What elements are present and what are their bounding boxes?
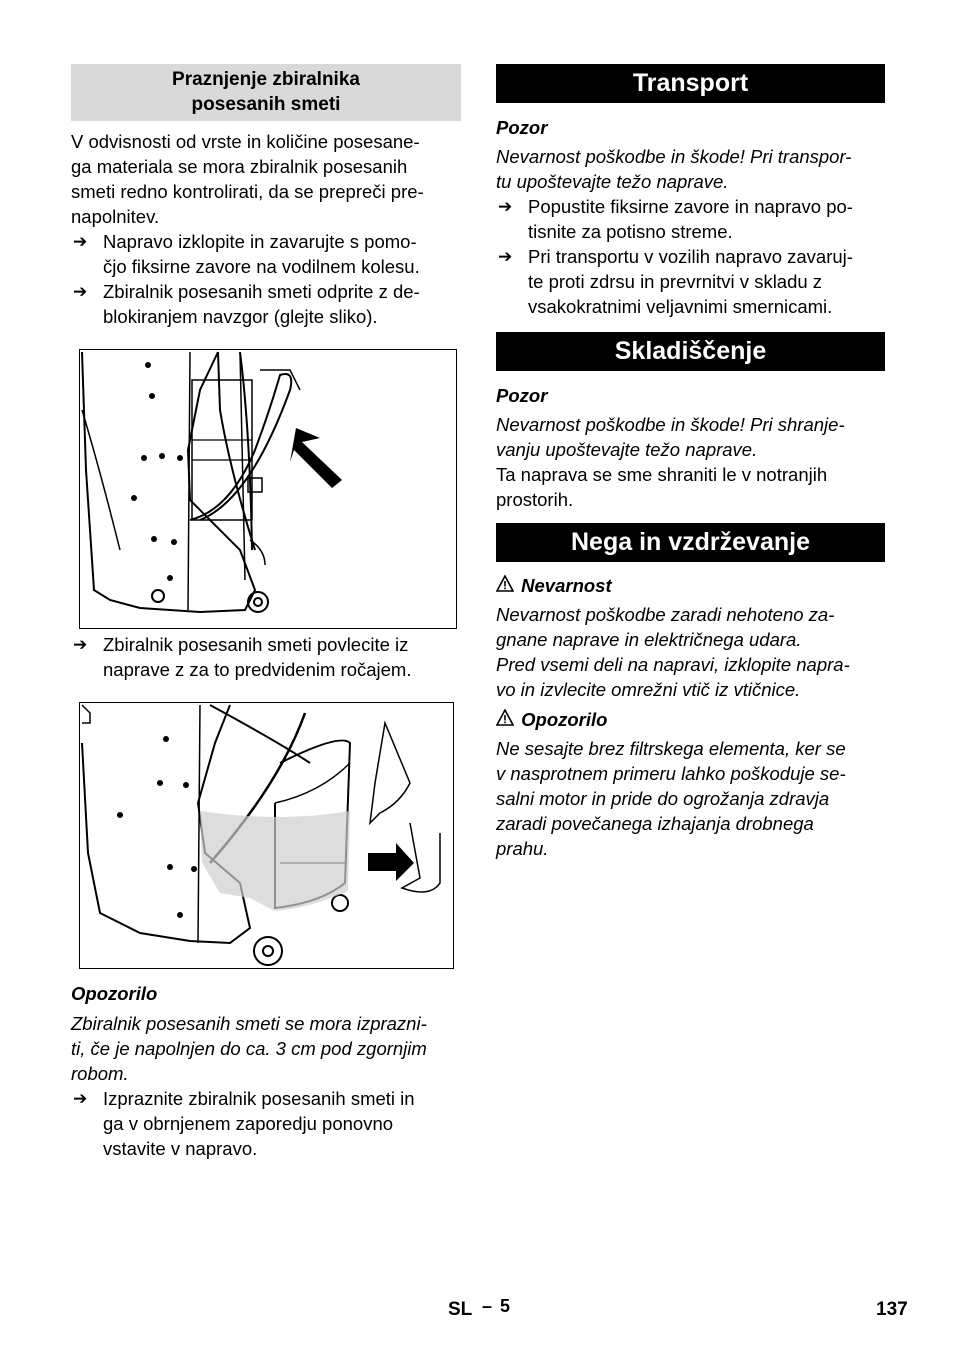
- text-line: v nasprotnem primeru lahko poškoduje se-: [496, 763, 846, 784]
- arrow-right-icon: ➔: [73, 1089, 88, 1108]
- step-item: [496, 244, 885, 319]
- text-line: Napravo izklopite in zavarujte s pomo-: [103, 231, 417, 252]
- intro-paragraph: [71, 129, 461, 229]
- left-column: [71, 64, 461, 1161]
- text-line: Pri transportu v vozilih napravo zavaruj-: [528, 246, 853, 267]
- heading-transport: Transport: [496, 64, 885, 103]
- text-line: prahu.: [496, 838, 549, 859]
- text-line: čjo fiksirne zavore na vodilnem kolesu.: [103, 256, 420, 277]
- caution-text: [496, 736, 885, 861]
- step-item: [496, 194, 885, 244]
- warning-triangle-icon: [496, 707, 516, 732]
- text-line: ti, če je napolnjen do ca. 3 cm pod zgornjim: [71, 1038, 427, 1059]
- text-line: blokiranjem navzgor (glejte sliko).: [103, 306, 378, 327]
- note-label: Opozorilo: [71, 983, 158, 1004]
- text-line: ga materiala se mora zbiralnik posesanih: [71, 156, 408, 177]
- text-line: naprave z za to predvidenim ročajem.: [103, 659, 412, 680]
- heading-care: Nega in vzdrževanje: [496, 523, 885, 562]
- text-line: Nevarnost poškodbe zaradi nehoteno za-: [496, 604, 835, 625]
- right-column: [496, 64, 885, 861]
- arrow-right-icon: ➔: [73, 635, 88, 654]
- transport-caution-text: [496, 144, 885, 194]
- text-line: vsakokratnimi veljavnimi smernicami.: [528, 296, 833, 317]
- step-item: [71, 1086, 461, 1161]
- storage-text: [496, 462, 885, 512]
- text-line: Zbiralnik posesanih smeti povlecite iz: [103, 634, 409, 655]
- danger-label-row: [496, 573, 885, 598]
- transport-caution-label: Pozor: [496, 117, 548, 138]
- page-number: 137: [876, 1299, 908, 1320]
- section-title-line: posesanih smeti: [191, 94, 341, 115]
- danger-label: Nevarnost: [521, 575, 612, 596]
- text-line: V odvisnosti od vrste in količine posesane-: [71, 131, 420, 152]
- step-item: [71, 632, 461, 682]
- figure-pull-container: [79, 702, 454, 969]
- footer-subpage: 5: [500, 1296, 511, 1316]
- section-title-line: Praznjenje zbiralnika: [172, 69, 360, 90]
- caution-label: Opozorilo: [521, 709, 608, 730]
- text-line: salni motor in pride do ogrožanja zdravja: [496, 788, 830, 809]
- vacuum-open-illustration: [80, 350, 456, 628]
- text-line: Zbiralnik posesanih smeti se mora izprazni-: [71, 1013, 427, 1034]
- step-item: [71, 279, 461, 329]
- arrow-right-icon: ➔: [498, 247, 513, 266]
- note-text: [71, 1011, 461, 1086]
- text-line: Ta naprava se sme shraniti le v notranjih: [496, 464, 828, 485]
- text-line: napolnitev.: [71, 206, 160, 227]
- storage-caution-text: [496, 412, 885, 462]
- text-line: tu upoštevajte težo naprave.: [496, 171, 729, 192]
- storage-caution-label: Pozor: [496, 385, 548, 406]
- text-line: prostorih.: [496, 489, 574, 510]
- vacuum-pull-illustration: [80, 703, 453, 968]
- section-title-emptying: [71, 64, 461, 121]
- text-line: Popustite fiksirne zavore in napravo po-: [528, 196, 853, 217]
- text-line: vanju upoštevajte težo naprave.: [496, 439, 758, 460]
- text-line: tisnite za potisno streme.: [528, 221, 733, 242]
- arrow-right-icon: ➔: [73, 232, 88, 251]
- warning-triangle-icon: [496, 573, 516, 598]
- text-line: Pred vsemi deli na napravi, izklopite napra-: [496, 654, 850, 675]
- text-line: zaradi povečanega izhajanja drobnega: [496, 813, 814, 834]
- caution-label-row: [496, 707, 885, 732]
- text-line: vo in izvlecite omrežni vtič iz vtičnice.: [496, 679, 801, 700]
- text-line: te proti zdrsu in prevrnitvi v skladu z: [528, 271, 823, 292]
- text-line: robom.: [71, 1063, 129, 1084]
- text-line: vstavite v napravo.: [103, 1138, 258, 1159]
- text-line: Zbiralnik posesanih smeti odprite z de-: [103, 281, 420, 302]
- text-line: smeti redno kontrolirati, da se prepreči pre-: [71, 181, 424, 202]
- figure-open-container: [79, 349, 457, 629]
- danger-text: [496, 602, 885, 702]
- text-line: Ne sesajte brez filtrskega elementa, ker se: [496, 738, 846, 759]
- arrow-right-icon: ➔: [73, 282, 88, 301]
- heading-storage: Skladiščenje: [496, 332, 885, 371]
- text-line: Izpraznite zbiralnik posesanih smeti in: [103, 1088, 415, 1109]
- footer-language: SL: [448, 1299, 473, 1320]
- footer-dash: –: [482, 1296, 493, 1316]
- arrow-right-icon: ➔: [498, 197, 513, 216]
- text-line: Nevarnost poškodbe in škode! Pri shranje-: [496, 414, 845, 435]
- text-line: Nevarnost poškodbe in škode! Pri transpor-: [496, 146, 852, 167]
- step-item: [71, 229, 461, 279]
- text-line: gnane naprave in električnega udara.: [496, 629, 802, 650]
- text-line: ga v obrnjenem zaporedju ponovno: [103, 1113, 394, 1134]
